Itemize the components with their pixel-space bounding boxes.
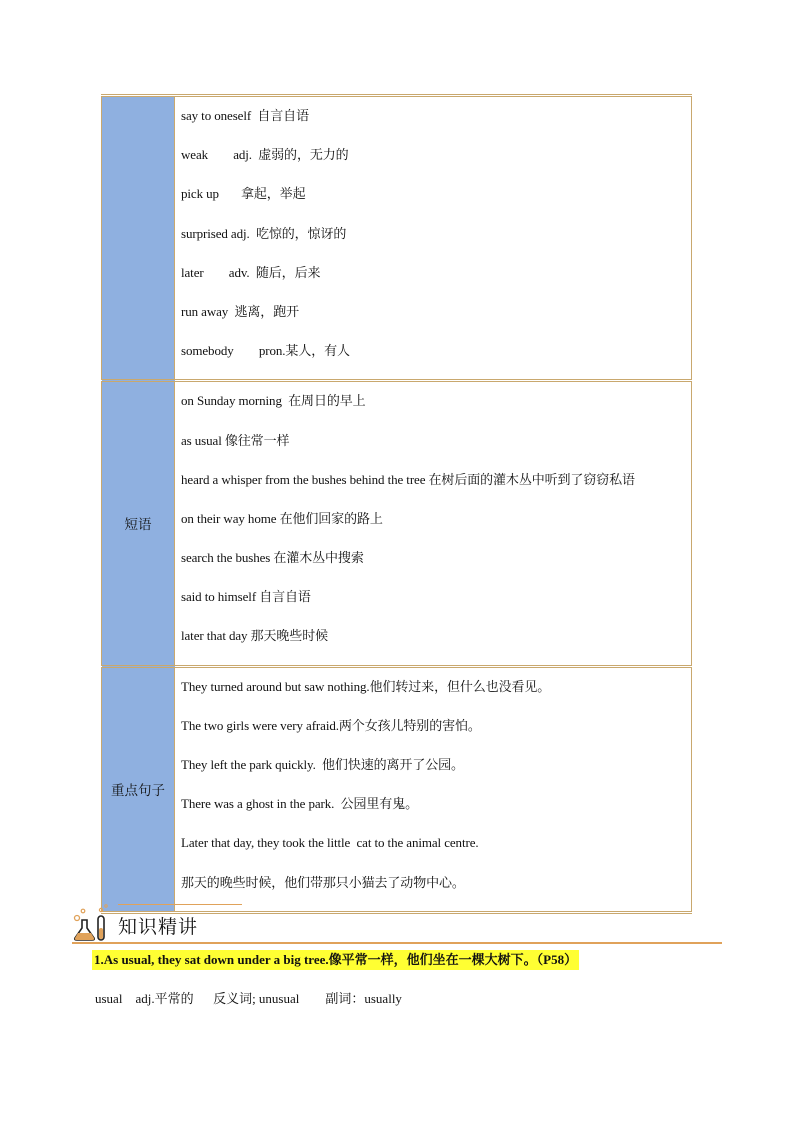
list-item: surprised adj. 吃惊的，惊讶的 (181, 225, 347, 241)
row-label-phrases: 短语 (102, 381, 175, 666)
list-item: say to oneself 自言自语 (181, 108, 309, 123)
list-item: somebody pron.某人，有人 (181, 343, 350, 359)
row-label-words (102, 96, 175, 381)
vocabulary-table (101, 94, 692, 914)
highlighted-example-sentence: 1.As usual, they sat down under a big tree.像平常一样，他们坐在一棵大树下。（P58） (92, 950, 579, 970)
row-label-key-sentences: 重点句子 (102, 666, 175, 912)
usage-note: usual adj.平常的 反义词; unusual 副词：usually (95, 991, 402, 1006)
list-item: on their way home 在他们回家的路上 (181, 510, 383, 526)
table-row (102, 666, 692, 912)
list-item: search the bushes 在灌木丛中搜索 (181, 550, 364, 566)
list-item: They left the park quickly. 他们快速的离开了公园。 (181, 757, 464, 772)
list-item: run away 逃离，跑开 (181, 303, 300, 319)
header-top-rule (118, 904, 242, 905)
list-item: weak adj. 虚弱的，无力的 (181, 147, 349, 163)
list-item: There was a ghost in the park. 公园里有鬼。 (181, 796, 419, 812)
table-row (102, 96, 692, 381)
header-divider (72, 942, 722, 944)
sentences-cell (175, 666, 692, 912)
list-item: later that day 那天晚些时候 (181, 628, 329, 644)
list-item: 那天的晚些时候，他们带那只小猫去了动物中心。 (181, 874, 465, 890)
list-item: on Sunday morning 在周日的早上 (181, 393, 366, 409)
list-item: as usual 像往常一样 (181, 432, 290, 448)
lab-flask-icon (72, 902, 110, 942)
list-item: said to himself 自言自语 (181, 589, 311, 605)
list-item: They turned around but saw nothing.他们转过来，但什么也没看见。 (181, 678, 551, 694)
list-item: pick up 拿起，举起 (181, 186, 306, 202)
words-cell (175, 96, 692, 381)
section-title: 知识精讲 (118, 916, 199, 938)
list-item: The two girls were very afraid.两个女孩儿特别的害怕。 (181, 717, 481, 733)
list-item: Later that day, they took the little cat to the animal centre. (181, 835, 479, 851)
list-item: heard a whisper from the bushes behind the tree 在树后面的灌木丛中听到了窃窃私语 (181, 471, 635, 487)
phrases-cell (175, 381, 692, 666)
section-header (72, 902, 722, 942)
table-row (102, 381, 692, 666)
list-item: later adv. 随后，后来 (181, 264, 321, 280)
